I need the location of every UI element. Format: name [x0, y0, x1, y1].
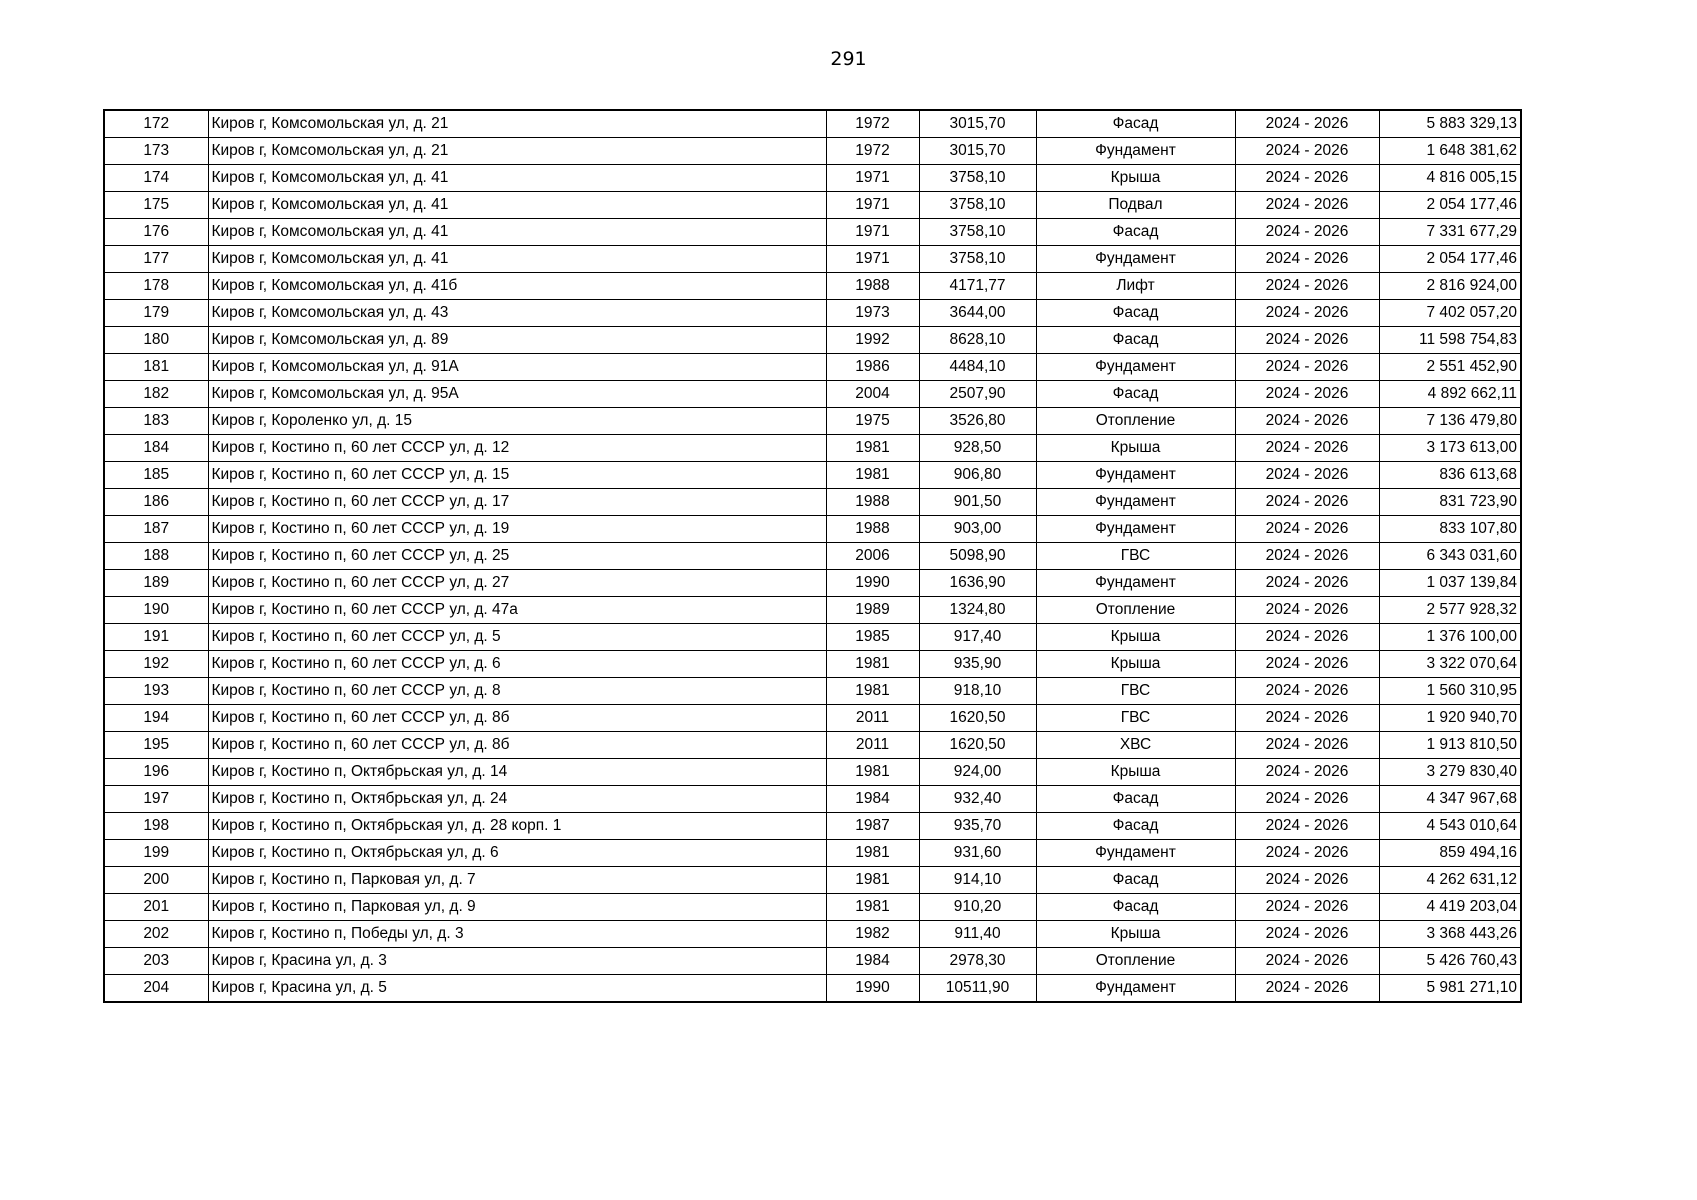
cost-cell: 2 054 177,46	[1379, 192, 1521, 219]
address-cell: Киров г, Костино п, 60 лет СССР ул, д. 47а	[208, 597, 826, 624]
area-cell: 3758,10	[919, 219, 1036, 246]
work-type-cell: Подвал	[1036, 192, 1235, 219]
table-row	[104, 246, 1521, 273]
build-year-cell: 1988	[826, 489, 919, 516]
table-row	[104, 192, 1521, 219]
cost-cell: 836 613,68	[1379, 462, 1521, 489]
area-cell: 3015,70	[919, 138, 1036, 165]
cost-cell: 1 037 139,84	[1379, 570, 1521, 597]
work-type-cell: Фасад	[1036, 867, 1235, 894]
cost-cell: 2 551 452,90	[1379, 354, 1521, 381]
table-row	[104, 300, 1521, 327]
table-row	[104, 219, 1521, 246]
table-row	[104, 110, 1521, 138]
work-type-cell: ГВС	[1036, 543, 1235, 570]
cost-cell: 1 920 940,70	[1379, 705, 1521, 732]
area-cell: 2507,90	[919, 381, 1036, 408]
table-row	[104, 813, 1521, 840]
cost-cell: 831 723,90	[1379, 489, 1521, 516]
period-cell: 2024 - 2026	[1235, 759, 1379, 786]
cost-cell: 5 981 271,10	[1379, 975, 1521, 1003]
row-number-cell: 184	[104, 435, 208, 462]
period-cell: 2024 - 2026	[1235, 786, 1379, 813]
row-number-cell: 186	[104, 489, 208, 516]
cost-cell: 2 577 928,32	[1379, 597, 1521, 624]
row-number-cell: 176	[104, 219, 208, 246]
area-cell: 906,80	[919, 462, 1036, 489]
work-type-cell: Фасад	[1036, 110, 1235, 138]
address-cell: Киров г, Костино п, 60 лет СССР ул, д. 27	[208, 570, 826, 597]
work-type-cell: Фасад	[1036, 300, 1235, 327]
address-cell: Киров г, Костино п, 60 лет СССР ул, д. 17	[208, 489, 826, 516]
area-cell: 914,10	[919, 867, 1036, 894]
build-year-cell: 1984	[826, 948, 919, 975]
table-row	[104, 867, 1521, 894]
address-cell: Киров г, Короленко ул, д. 15	[208, 408, 826, 435]
cost-cell: 833 107,80	[1379, 516, 1521, 543]
table-row	[104, 732, 1521, 759]
cost-cell: 3 368 443,26	[1379, 921, 1521, 948]
work-type-cell: Фасад	[1036, 786, 1235, 813]
period-cell: 2024 - 2026	[1235, 110, 1379, 138]
row-number-cell: 179	[104, 300, 208, 327]
work-type-cell: Фундамент	[1036, 840, 1235, 867]
cost-cell: 1 648 381,62	[1379, 138, 1521, 165]
table-row	[104, 786, 1521, 813]
area-cell: 3644,00	[919, 300, 1036, 327]
period-cell: 2024 - 2026	[1235, 435, 1379, 462]
row-number-cell: 196	[104, 759, 208, 786]
work-type-cell: Отопление	[1036, 948, 1235, 975]
row-number-cell: 182	[104, 381, 208, 408]
period-cell: 2024 - 2026	[1235, 516, 1379, 543]
build-year-cell: 2004	[826, 381, 919, 408]
address-cell: Киров г, Комсомольская ул, д. 43	[208, 300, 826, 327]
cost-cell: 4 892 662,11	[1379, 381, 1521, 408]
row-number-cell: 191	[104, 624, 208, 651]
row-number-cell: 174	[104, 165, 208, 192]
row-number-cell: 198	[104, 813, 208, 840]
area-cell: 3526,80	[919, 408, 1036, 435]
address-cell: Киров г, Комсомольская ул, д. 95А	[208, 381, 826, 408]
cost-cell: 6 343 031,60	[1379, 543, 1521, 570]
build-year-cell: 1971	[826, 246, 919, 273]
table-row	[104, 354, 1521, 381]
address-cell: Киров г, Костино п, 60 лет СССР ул, д. 19	[208, 516, 826, 543]
period-cell: 2024 - 2026	[1235, 462, 1379, 489]
table-row	[104, 894, 1521, 921]
address-cell: Киров г, Красина ул, д. 5	[208, 975, 826, 1003]
row-number-cell: 200	[104, 867, 208, 894]
work-type-cell: Фундамент	[1036, 138, 1235, 165]
area-cell: 901,50	[919, 489, 1036, 516]
address-cell: Киров г, Костино п, 60 лет СССР ул, д. 5	[208, 624, 826, 651]
work-type-cell: Отопление	[1036, 408, 1235, 435]
period-cell: 2024 - 2026	[1235, 489, 1379, 516]
repair-program-table-wrapper	[103, 109, 1522, 1003]
address-cell: Киров г, Комсомольская ул, д. 89	[208, 327, 826, 354]
page-number: 291	[830, 48, 867, 70]
area-cell: 4171,77	[919, 273, 1036, 300]
period-cell: 2024 - 2026	[1235, 894, 1379, 921]
cost-cell: 2 054 177,46	[1379, 246, 1521, 273]
area-cell: 1636,90	[919, 570, 1036, 597]
area-cell: 932,40	[919, 786, 1036, 813]
build-year-cell: 1987	[826, 813, 919, 840]
build-year-cell: 1988	[826, 516, 919, 543]
cost-cell: 11 598 754,83	[1379, 327, 1521, 354]
build-year-cell: 1981	[826, 867, 919, 894]
area-cell: 1620,50	[919, 705, 1036, 732]
period-cell: 2024 - 2026	[1235, 732, 1379, 759]
row-number-cell: 175	[104, 192, 208, 219]
table-row	[104, 597, 1521, 624]
build-year-cell: 1971	[826, 165, 919, 192]
build-year-cell: 1975	[826, 408, 919, 435]
address-cell: Киров г, Костино п, Октябрьская ул, д. 6	[208, 840, 826, 867]
period-cell: 2024 - 2026	[1235, 273, 1379, 300]
address-cell: Киров г, Комсомольская ул, д. 41	[208, 192, 826, 219]
build-year-cell: 1988	[826, 273, 919, 300]
table-row	[104, 489, 1521, 516]
build-year-cell: 1981	[826, 651, 919, 678]
cost-cell: 3 279 830,40	[1379, 759, 1521, 786]
period-cell: 2024 - 2026	[1235, 300, 1379, 327]
work-type-cell: Лифт	[1036, 273, 1235, 300]
address-cell: Киров г, Костино п, 60 лет СССР ул, д. 8б	[208, 705, 826, 732]
work-type-cell: Фасад	[1036, 219, 1235, 246]
work-type-cell: Фундамент	[1036, 354, 1235, 381]
work-type-cell: Фундамент	[1036, 246, 1235, 273]
cost-cell: 7 402 057,20	[1379, 300, 1521, 327]
address-cell: Киров г, Красина ул, д. 3	[208, 948, 826, 975]
work-type-cell: Крыша	[1036, 759, 1235, 786]
address-cell: Киров г, Костино п, Октябрьская ул, д. 14	[208, 759, 826, 786]
area-cell: 3758,10	[919, 165, 1036, 192]
build-year-cell: 1971	[826, 192, 919, 219]
address-cell: Киров г, Костино п, Парковая ул, д. 7	[208, 867, 826, 894]
build-year-cell: 2006	[826, 543, 919, 570]
area-cell: 2978,30	[919, 948, 1036, 975]
build-year-cell: 1981	[826, 678, 919, 705]
address-cell: Киров г, Костино п, 60 лет СССР ул, д. 15	[208, 462, 826, 489]
period-cell: 2024 - 2026	[1235, 975, 1379, 1003]
row-number-cell: 180	[104, 327, 208, 354]
cost-cell: 5 883 329,13	[1379, 110, 1521, 138]
work-type-cell: Крыша	[1036, 624, 1235, 651]
row-number-cell: 173	[104, 138, 208, 165]
work-type-cell: ГВС	[1036, 705, 1235, 732]
address-cell: Киров г, Костино п, Победы ул, д. 3	[208, 921, 826, 948]
build-year-cell: 1971	[826, 219, 919, 246]
build-year-cell: 1985	[826, 624, 919, 651]
period-cell: 2024 - 2026	[1235, 543, 1379, 570]
work-type-cell: Отопление	[1036, 597, 1235, 624]
cost-cell: 3 322 070,64	[1379, 651, 1521, 678]
row-number-cell: 187	[104, 516, 208, 543]
build-year-cell: 1986	[826, 354, 919, 381]
address-cell: Киров г, Комсомольская ул, д. 41б	[208, 273, 826, 300]
table-row	[104, 651, 1521, 678]
address-cell: Киров г, Костино п, Парковая ул, д. 9	[208, 894, 826, 921]
period-cell: 2024 - 2026	[1235, 867, 1379, 894]
work-type-cell: Фасад	[1036, 813, 1235, 840]
table-row	[104, 759, 1521, 786]
address-cell: Киров г, Комсомольская ул, д. 41	[208, 165, 826, 192]
address-cell: Киров г, Комсомольская ул, д. 41	[208, 246, 826, 273]
address-cell: Киров г, Костино п, 60 лет СССР ул, д. 8	[208, 678, 826, 705]
table-row	[104, 273, 1521, 300]
area-cell: 1620,50	[919, 732, 1036, 759]
table-row	[104, 975, 1521, 1003]
row-number-cell: 204	[104, 975, 208, 1003]
work-type-cell: ГВС	[1036, 678, 1235, 705]
area-cell: 3758,10	[919, 246, 1036, 273]
row-number-cell: 201	[104, 894, 208, 921]
build-year-cell: 1992	[826, 327, 919, 354]
address-cell: Киров г, Костино п, 60 лет СССР ул, д. 12	[208, 435, 826, 462]
area-cell: 3758,10	[919, 192, 1036, 219]
row-number-cell: 199	[104, 840, 208, 867]
build-year-cell: 1990	[826, 570, 919, 597]
build-year-cell: 1984	[826, 786, 919, 813]
address-cell: Киров г, Костино п, 60 лет СССР ул, д. 25	[208, 543, 826, 570]
table-row	[104, 165, 1521, 192]
area-cell: 5098,90	[919, 543, 1036, 570]
work-type-cell: Фасад	[1036, 327, 1235, 354]
row-number-cell: 172	[104, 110, 208, 138]
period-cell: 2024 - 2026	[1235, 354, 1379, 381]
period-cell: 2024 - 2026	[1235, 597, 1379, 624]
work-type-cell: Фундамент	[1036, 489, 1235, 516]
build-year-cell: 2011	[826, 732, 919, 759]
row-number-cell: 178	[104, 273, 208, 300]
period-cell: 2024 - 2026	[1235, 705, 1379, 732]
row-number-cell: 203	[104, 948, 208, 975]
area-cell: 8628,10	[919, 327, 1036, 354]
table-row	[104, 678, 1521, 705]
build-year-cell: 1981	[826, 462, 919, 489]
cost-cell: 7 331 677,29	[1379, 219, 1521, 246]
build-year-cell: 1981	[826, 840, 919, 867]
period-cell: 2024 - 2026	[1235, 327, 1379, 354]
address-cell: Киров г, Костино п, Октябрьская ул, д. 24	[208, 786, 826, 813]
area-cell: 928,50	[919, 435, 1036, 462]
build-year-cell: 1982	[826, 921, 919, 948]
row-number-cell: 193	[104, 678, 208, 705]
work-type-cell: Фундамент	[1036, 570, 1235, 597]
build-year-cell: 2011	[826, 705, 919, 732]
period-cell: 2024 - 2026	[1235, 381, 1379, 408]
area-cell: 10511,90	[919, 975, 1036, 1003]
period-cell: 2024 - 2026	[1235, 624, 1379, 651]
cost-cell: 859 494,16	[1379, 840, 1521, 867]
work-type-cell: Крыша	[1036, 651, 1235, 678]
period-cell: 2024 - 2026	[1235, 570, 1379, 597]
area-cell: 935,70	[919, 813, 1036, 840]
cost-cell: 4 347 967,68	[1379, 786, 1521, 813]
build-year-cell: 1972	[826, 138, 919, 165]
row-number-cell: 177	[104, 246, 208, 273]
table-row	[104, 327, 1521, 354]
address-cell: Киров г, Костино п, 60 лет СССР ул, д. 6	[208, 651, 826, 678]
work-type-cell: Фундамент	[1036, 462, 1235, 489]
repair-program-table	[103, 109, 1522, 1003]
period-cell: 2024 - 2026	[1235, 678, 1379, 705]
table-row	[104, 948, 1521, 975]
table-row	[104, 543, 1521, 570]
table-row	[104, 408, 1521, 435]
build-year-cell: 1972	[826, 110, 919, 138]
table-row	[104, 570, 1521, 597]
row-number-cell: 192	[104, 651, 208, 678]
work-type-cell: Крыша	[1036, 921, 1235, 948]
period-cell: 2024 - 2026	[1235, 408, 1379, 435]
row-number-cell: 194	[104, 705, 208, 732]
work-type-cell: Крыша	[1036, 165, 1235, 192]
period-cell: 2024 - 2026	[1235, 948, 1379, 975]
period-cell: 2024 - 2026	[1235, 165, 1379, 192]
area-cell: 911,40	[919, 921, 1036, 948]
row-number-cell: 189	[104, 570, 208, 597]
cost-cell: 1 913 810,50	[1379, 732, 1521, 759]
area-cell: 910,20	[919, 894, 1036, 921]
area-cell: 3015,70	[919, 110, 1036, 138]
area-cell: 4484,10	[919, 354, 1036, 381]
work-type-cell: Фасад	[1036, 381, 1235, 408]
address-cell: Киров г, Комсомольская ул, д. 41	[208, 219, 826, 246]
row-number-cell: 188	[104, 543, 208, 570]
table-row	[104, 462, 1521, 489]
period-cell: 2024 - 2026	[1235, 813, 1379, 840]
table-row	[104, 381, 1521, 408]
build-year-cell: 1981	[826, 894, 919, 921]
cost-cell: 4 816 005,15	[1379, 165, 1521, 192]
row-number-cell: 197	[104, 786, 208, 813]
table-row	[104, 705, 1521, 732]
row-number-cell: 183	[104, 408, 208, 435]
cost-cell: 5 426 760,43	[1379, 948, 1521, 975]
area-cell: 935,90	[919, 651, 1036, 678]
area-cell: 917,40	[919, 624, 1036, 651]
area-cell: 931,60	[919, 840, 1036, 867]
build-year-cell: 1973	[826, 300, 919, 327]
work-type-cell: Фундамент	[1036, 516, 1235, 543]
row-number-cell: 181	[104, 354, 208, 381]
table-row	[104, 840, 1521, 867]
address-cell: Киров г, Комсомольская ул, д. 21	[208, 110, 826, 138]
cost-cell: 4 419 203,04	[1379, 894, 1521, 921]
period-cell: 2024 - 2026	[1235, 192, 1379, 219]
cost-cell: 3 173 613,00	[1379, 435, 1521, 462]
address-cell: Киров г, Костино п, Октябрьская ул, д. 28 корп. 1	[208, 813, 826, 840]
area-cell: 918,10	[919, 678, 1036, 705]
work-type-cell: Фундамент	[1036, 975, 1235, 1003]
work-type-cell: Крыша	[1036, 435, 1235, 462]
address-cell: Киров г, Костино п, 60 лет СССР ул, д. 8б	[208, 732, 826, 759]
period-cell: 2024 - 2026	[1235, 651, 1379, 678]
table-row	[104, 435, 1521, 462]
build-year-cell: 1981	[826, 759, 919, 786]
table-body	[104, 110, 1521, 1002]
build-year-cell: 1989	[826, 597, 919, 624]
row-number-cell: 190	[104, 597, 208, 624]
period-cell: 2024 - 2026	[1235, 840, 1379, 867]
cost-cell: 1 560 310,95	[1379, 678, 1521, 705]
cost-cell: 2 816 924,00	[1379, 273, 1521, 300]
area-cell: 1324,80	[919, 597, 1036, 624]
area-cell: 924,00	[919, 759, 1036, 786]
row-number-cell: 202	[104, 921, 208, 948]
period-cell: 2024 - 2026	[1235, 246, 1379, 273]
period-cell: 2024 - 2026	[1235, 138, 1379, 165]
period-cell: 2024 - 2026	[1235, 921, 1379, 948]
row-number-cell: 195	[104, 732, 208, 759]
area-cell: 903,00	[919, 516, 1036, 543]
table-row	[104, 921, 1521, 948]
work-type-cell: ХВС	[1036, 732, 1235, 759]
build-year-cell: 1981	[826, 435, 919, 462]
period-cell: 2024 - 2026	[1235, 219, 1379, 246]
build-year-cell: 1990	[826, 975, 919, 1003]
cost-cell: 4 543 010,64	[1379, 813, 1521, 840]
address-cell: Киров г, Комсомольская ул, д. 21	[208, 138, 826, 165]
cost-cell: 1 376 100,00	[1379, 624, 1521, 651]
cost-cell: 4 262 631,12	[1379, 867, 1521, 894]
work-type-cell: Фасад	[1036, 894, 1235, 921]
table-row	[104, 516, 1521, 543]
row-number-cell: 185	[104, 462, 208, 489]
cost-cell: 7 136 479,80	[1379, 408, 1521, 435]
address-cell: Киров г, Комсомольская ул, д. 91А	[208, 354, 826, 381]
table-row	[104, 624, 1521, 651]
table-row	[104, 138, 1521, 165]
